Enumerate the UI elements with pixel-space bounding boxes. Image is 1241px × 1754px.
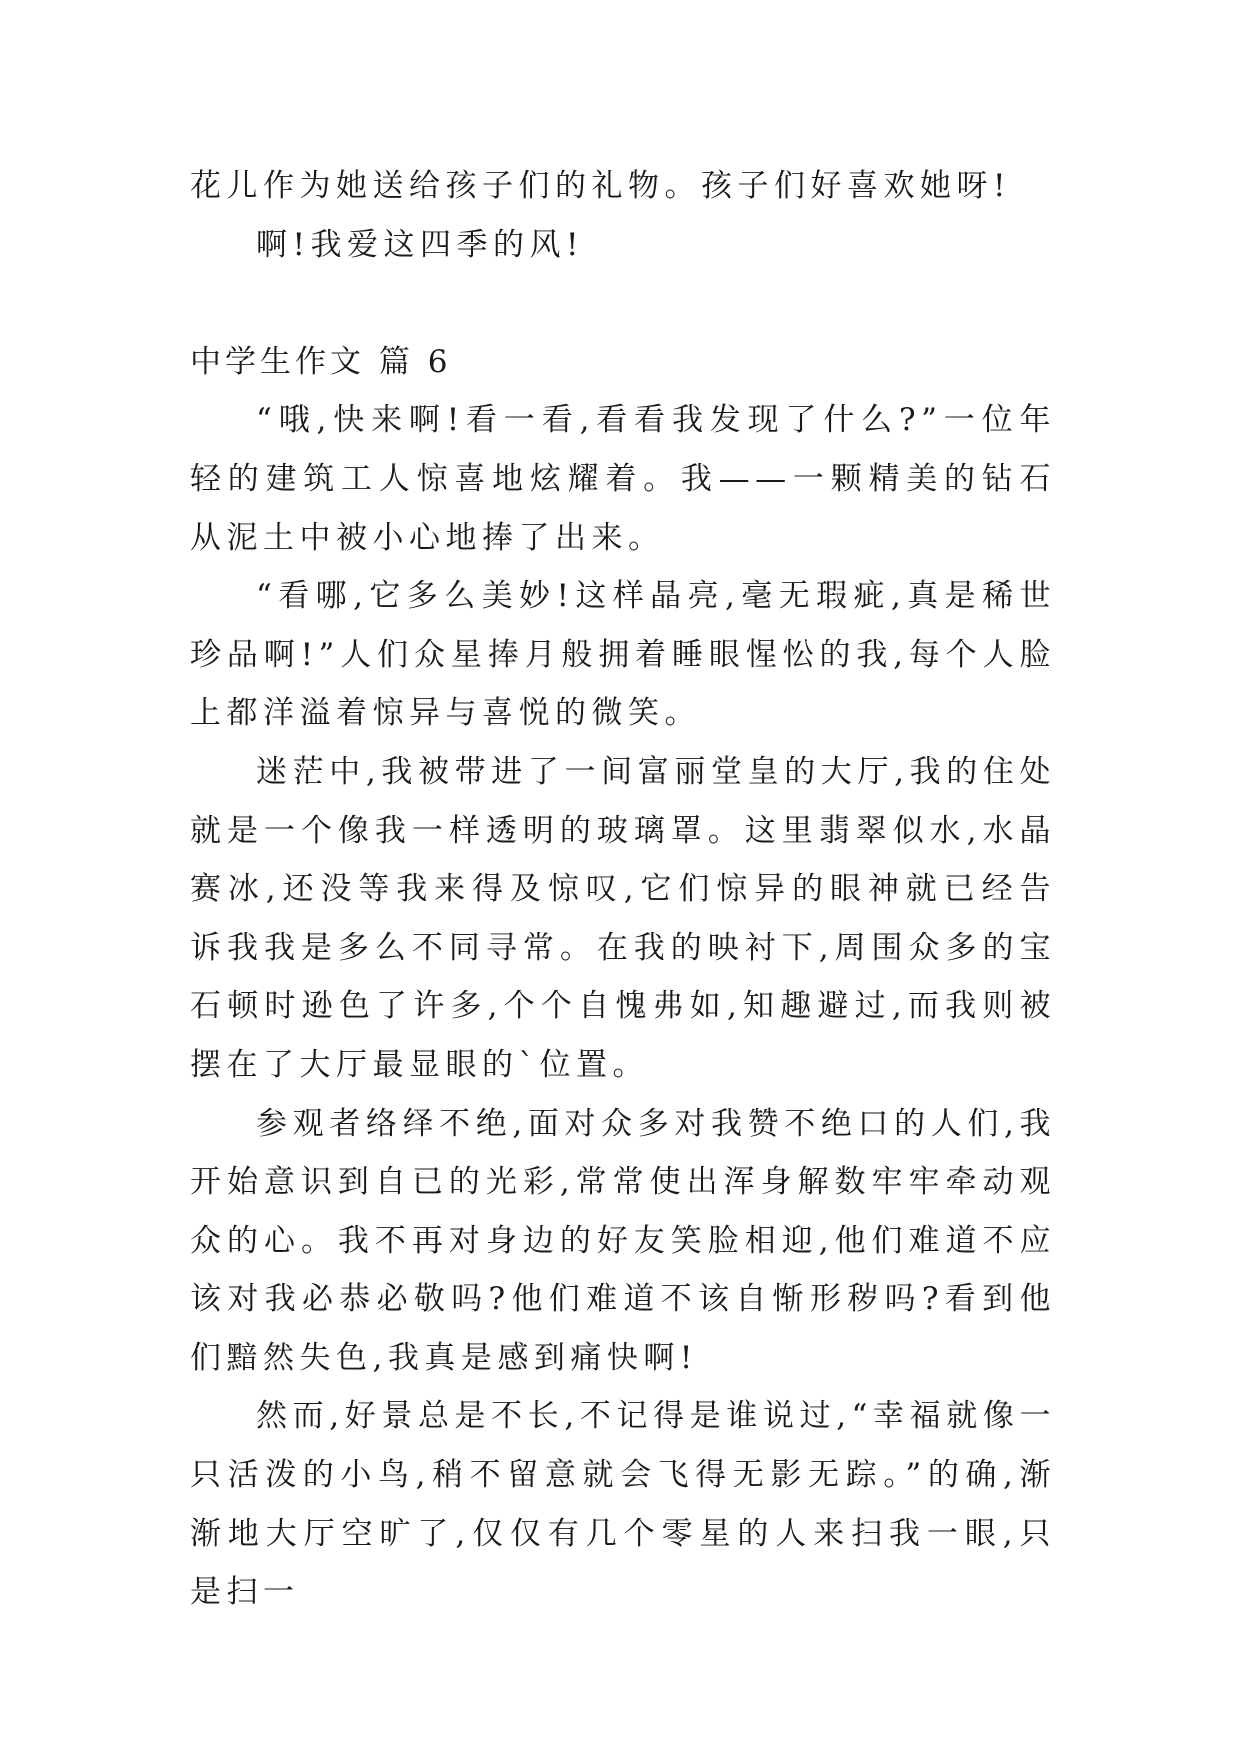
- paragraph-5: 然而,好景总是不长,不记得是谁说过,“幸福就像一只活泼的小鸟,稍不留意就会飞得无影无踪。”的确,渐渐地大厅空旷了,仅仅有几个零星的人来扫我一眼,只是扫一: [190, 1398, 1056, 1611]
- top-paragraph: 花儿作为她送给孩子们的礼物。孩子们好喜欢她呀!: [190, 168, 1011, 204]
- section-heading: 中学生作文 篇 6: [190, 343, 452, 380]
- paragraph-2: “看哪,它多么美妙!这样晶亮,毫无瑕疵,真是稀世珍品啊!”人们众星捧月般拥着睡眼惺忪的我,每个人脸上都洋溢着惊异与喜悦的微笑。: [190, 578, 1056, 732]
- essay-text: [190, 157, 1056, 1622]
- paragraph-3: 迷茫中,我被带进了一间富丽堂皇的大厅,我的住处就是一个像我一样透明的玻璃罩。这里翡翠似水,水晶赛冰,还没等我来得及惊叹,它们惊异的眼神就已经告诉我我是多么不同寻常。在我的映衬下,周围众多的宝石顿时逊色了许多,个个自愧弗如,知趣避过,而我则被摆在了大厅最显眼的`位置。: [190, 753, 1056, 1083]
- closing-line: 啊!我爱这四季的风!: [256, 226, 584, 263]
- paragraph-4: 参观者络绎不绝,面对众多对我赞不绝口的人们,我开始意识到自已的光彩,常常使出浑身解数牢牢牵动观众的心。我不再对身边的好友笑脸相迎,他们难道不应该对我必恭必敬吗?他们难道不该自惭形秽吗?看到他们黯然失色,我真是感到痛快啊!: [190, 1105, 1056, 1376]
- section-gap: [190, 274, 1056, 333]
- paragraph-1: “哦,快来啊!看一看,看看我发现了什么?”一位年轻的建筑工人惊喜地炫耀着。我——一颗精美的钻石从泥土中被小心地捧了出来。: [190, 402, 1056, 556]
